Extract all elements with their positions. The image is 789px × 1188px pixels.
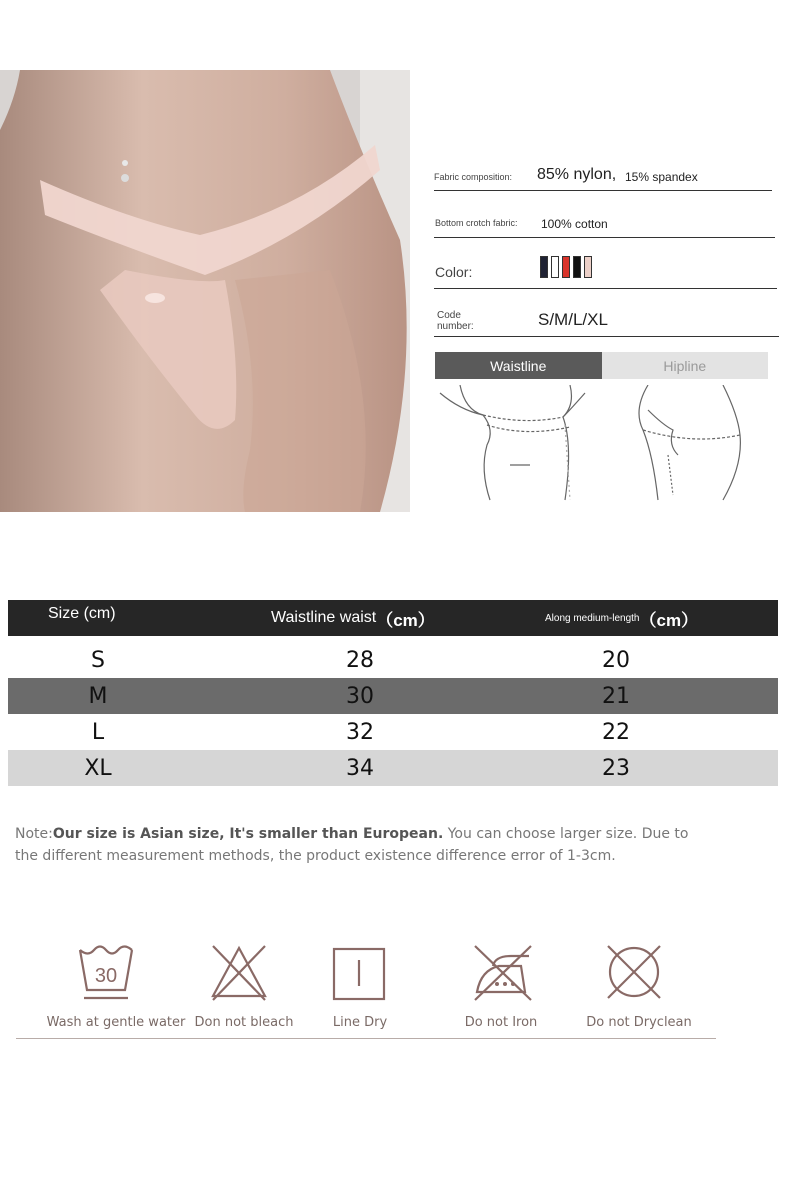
no-bleach-icon: [209, 940, 269, 1002]
code-value: S/M/L/XL: [538, 310, 608, 329]
color-swatch: [573, 256, 581, 278]
table-row: [8, 642, 778, 678]
cell-length: 23: [602, 755, 630, 781]
color-swatches: [540, 256, 592, 280]
care-label: Line Dry: [332, 1015, 388, 1030]
hip-measure-sketch: [628, 385, 758, 503]
cell-waist: 30: [346, 683, 374, 709]
cell-waist: 34: [346, 755, 374, 781]
code-label-2: number:: [437, 321, 474, 332]
no-dryclean-icon: [604, 940, 664, 1002]
wash-temp-text: 30: [94, 965, 118, 987]
cell-length: 22: [602, 719, 630, 745]
header-length: [545, 600, 698, 636]
waist-measure-sketch: [435, 385, 595, 503]
fabric-row: [434, 162, 772, 191]
tab-waistline: Waistline: [435, 352, 602, 379]
cell-size: L: [91, 719, 105, 745]
size-table-body: [8, 642, 778, 786]
color-row: [434, 256, 777, 289]
size-table: [8, 600, 778, 786]
crotch-label: Bottom crotch fabric:: [435, 218, 518, 228]
fabric-value-main: 85% nylon,: [537, 166, 617, 183]
code-row: [434, 306, 779, 337]
cell-size: M: [88, 683, 108, 709]
color-swatch: [540, 256, 548, 278]
crotch-value: 100% cotton: [541, 217, 608, 231]
crotch-row: [434, 212, 775, 238]
fabric-label: Fabric composition:: [434, 172, 513, 182]
color-label: Color:: [435, 264, 473, 280]
cell-waist: 28: [346, 647, 374, 673]
care-label: Don not bleach: [194, 1015, 294, 1030]
note-prefix: Note:: [15, 826, 53, 842]
line-dry-icon: [330, 940, 390, 1002]
no-iron-icon: [471, 940, 535, 1002]
header-waist-label: Waistline waist: [271, 609, 377, 626]
wash-30-icon: [76, 940, 136, 1002]
note-bold: Our size is Asian size, It's smaller than European.: [52, 826, 444, 842]
product-photo: [0, 70, 410, 512]
cell-size: S: [91, 647, 105, 673]
cell-length: 20: [602, 647, 630, 673]
measure-tabs: [435, 352, 768, 379]
color-swatch: [562, 256, 570, 278]
care-label: Wash at gentle water: [46, 1015, 186, 1030]
table-row: [8, 714, 778, 750]
size-table-header: [8, 600, 778, 636]
table-row: [8, 750, 778, 786]
color-swatch: [584, 256, 592, 278]
color-swatch: [551, 256, 559, 278]
note-rest: You can choose larger size. Due to the different measurement methods, the product existence difference error of 1-3cm.: [15, 826, 689, 864]
size-note: [15, 823, 705, 867]
header-waist-unit: （cm）: [376, 610, 435, 630]
care-label: Do not Iron: [464, 1015, 538, 1030]
header-length-label: Along medium-length: [545, 612, 640, 624]
care-label: Do not Dryclean: [586, 1015, 692, 1030]
code-label-1: Code: [437, 310, 461, 321]
fabric-value-rest: 15% spandex: [625, 170, 698, 184]
tab-hipline: Hipline: [602, 352, 769, 379]
cell-size: XL: [84, 755, 112, 781]
header-waist: [271, 600, 435, 636]
cell-length: 21: [602, 683, 630, 709]
table-row: [8, 678, 778, 714]
cell-waist: 32: [346, 719, 374, 745]
header-length-unit: （cm）: [639, 610, 699, 630]
care-divider: [16, 1038, 716, 1039]
header-size: Size (cm): [48, 605, 116, 622]
